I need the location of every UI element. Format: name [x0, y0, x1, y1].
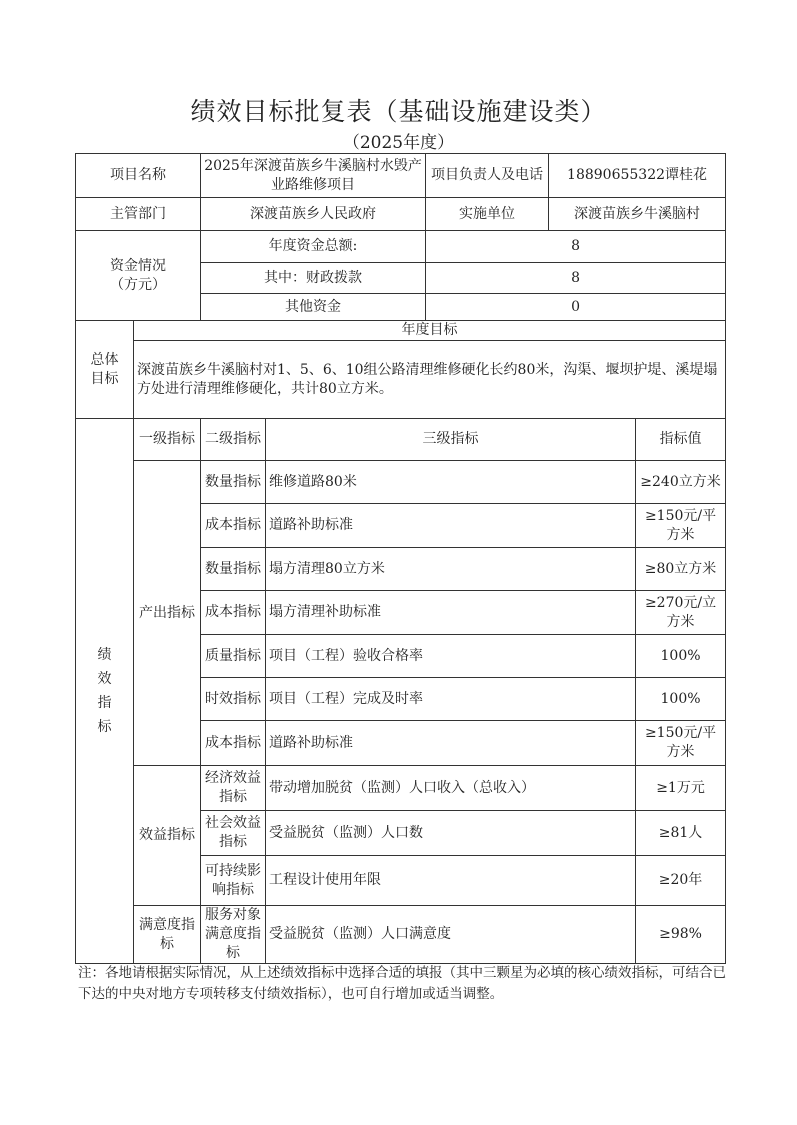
funds-label: 资金情况（方元）	[76, 231, 201, 321]
page-subtitle: （2025年度）	[342, 133, 455, 153]
column-header: 指标值	[636, 419, 726, 461]
level2-indicator: 成本指标	[201, 721, 266, 766]
goals-label: 总体目标	[76, 321, 134, 419]
level3-indicator: 塌方清理80立方米	[266, 548, 636, 591]
level3-indicator: 受益脱贫（监测）人口满意度	[266, 906, 636, 964]
dept-value: 深渡苗族乡人民政府	[201, 198, 426, 231]
funds-row-value: 0	[426, 294, 726, 321]
column-header: 三级指标	[266, 419, 636, 461]
level2-indicator: 数量指标	[201, 548, 266, 591]
goals-text: 深渡苗族乡牛溪脑村对1、5、6、10组公路清理维修硬化长约80米，沟渠、堰坝护堤、溪堤塌方处进行清理维修硬化，共计80立方米。	[134, 341, 726, 419]
column-header: 一级指标	[134, 419, 201, 461]
level2-indicator: 成本指标	[201, 591, 266, 635]
table-row	[76, 461, 726, 504]
level1-indicator: 产出指标	[134, 461, 201, 766]
level2-indicator: 质量指标	[201, 635, 266, 678]
performance-table	[75, 153, 726, 964]
level2-indicator: 经济效益指标	[201, 766, 266, 811]
level1-indicator: 满意度指标	[134, 906, 201, 964]
page-title: 绩效目标批复表（基础设施建设类）	[190, 97, 607, 126]
level3-indicator: 带动增加脱贫（监测）人口收入（总收入）	[266, 766, 636, 811]
owner-label: 项目负责人及电话	[426, 154, 549, 198]
level2-indicator: 成本指标	[201, 504, 266, 548]
table-row	[76, 906, 726, 964]
indicator-value: 100%	[636, 635, 726, 678]
project-name-label: 项目名称	[76, 154, 201, 198]
funds-row-label: 年度资金总额:	[201, 231, 426, 263]
level3-indicator: 塌方清理补助标准	[266, 591, 636, 635]
column-header: 二级指标	[201, 419, 266, 461]
project-name: 2025年深渡苗族乡牛溪脑村水毁产业路维修项目	[201, 154, 426, 198]
indicator-value: ≥80立方米	[636, 548, 726, 591]
indicator-value: ≥98%	[636, 906, 726, 964]
dept-label: 主管部门	[76, 198, 201, 231]
indicator-value: 100%	[636, 678, 726, 721]
level3-indicator: 道路补助标准	[266, 504, 636, 548]
indicator-value: ≥81人	[636, 811, 726, 856]
owner-value: 18890655322谭桂花	[549, 154, 726, 198]
indicator-value: ≥150元/平方米	[636, 721, 726, 766]
level3-indicator: 项目（工程）完成及时率	[266, 678, 636, 721]
level2-indicator: 时效指标	[201, 678, 266, 721]
indicator-value: ≥270元/立方米	[636, 591, 726, 635]
level3-indicator: 工程设计使用年限	[266, 856, 636, 906]
unit-value: 深渡苗族乡牛溪脑村	[549, 198, 726, 231]
goals-header: 年度目标	[134, 321, 726, 341]
table-row	[76, 766, 726, 811]
indicator-value: ≥240立方米	[636, 461, 726, 504]
funds-row-value: 8	[426, 231, 726, 263]
funds-row-label: 其他资金	[201, 294, 426, 321]
level2-indicator: 服务对象满意度指标	[201, 906, 266, 964]
level1-indicator: 效益指标	[134, 766, 201, 906]
funds-row-value: 8	[426, 263, 726, 294]
funds-row-label: 其中：财政拨款	[201, 263, 426, 294]
indicator-value: ≥1万元	[636, 766, 726, 811]
level2-indicator: 数量指标	[201, 461, 266, 504]
level3-indicator: 道路补助标准	[266, 721, 636, 766]
unit-label: 实施单位	[426, 198, 549, 231]
level2-indicator: 社会效益指标	[201, 811, 266, 856]
level2-indicator: 可持续影响指标	[201, 856, 266, 906]
level3-indicator: 维修道路80米	[266, 461, 636, 504]
level3-indicator: 项目（工程）验收合格率	[266, 635, 636, 678]
indicator-value: ≥20年	[636, 856, 726, 906]
indicators-label: 绩效指标	[76, 419, 134, 964]
level3-indicator: 受益脱贫（监测）人口数	[266, 811, 636, 856]
indicator-value: ≥150元/平方米	[636, 504, 726, 548]
footnote: 注：各地请根据实际情况，从上述绩效指标中选择合适的填报（其中三颗星为必填的核心绩效指标，可结合已下达的中央对地方专项转移支付绩效指标），也可自行增加或适当调整。	[78, 965, 726, 1002]
